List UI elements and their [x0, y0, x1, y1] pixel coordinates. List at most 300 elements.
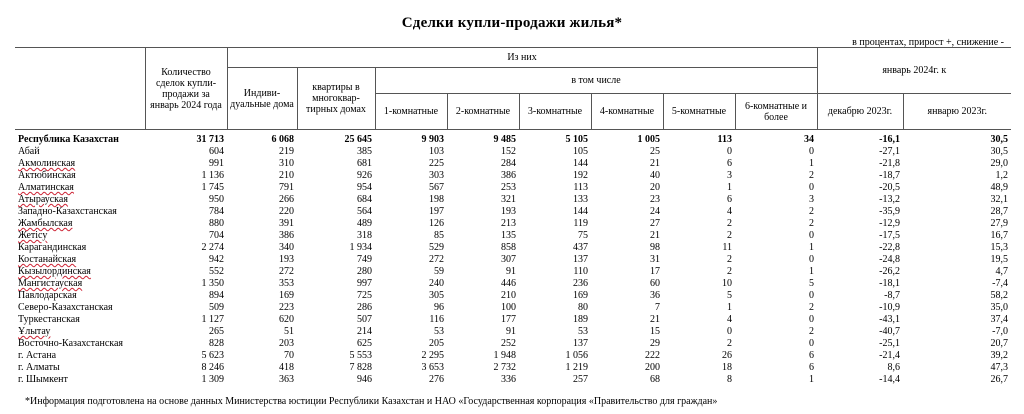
cell-dec: -27,1: [879, 146, 900, 157]
cell-r4: 60: [650, 278, 660, 289]
region-name: [15, 182, 145, 194]
cell-r5: 4: [727, 314, 732, 325]
cell-total: 1 745: [201, 182, 224, 193]
cell-r2: 177: [501, 314, 516, 325]
cell-total: 1 127: [201, 314, 224, 325]
cell-r1: 305: [429, 290, 444, 301]
cell-ind: 386: [279, 230, 294, 241]
cell-dec: 8,6: [887, 362, 900, 373]
cell-r1: 198: [429, 194, 444, 205]
region-label: Актюбинская: [18, 170, 76, 181]
cell-dec: -20,5: [879, 182, 900, 193]
table-row: [15, 230, 1011, 242]
region-name: [15, 350, 145, 362]
cell-ind: 223: [279, 302, 294, 313]
cell-dec: -22,8: [879, 242, 900, 253]
cell-r2: 307: [501, 254, 516, 265]
cell-apt: 625: [357, 338, 372, 349]
cell-r3: 144: [573, 206, 588, 217]
cell-jan: 19,5: [990, 254, 1008, 265]
cell-ind: 363: [279, 374, 294, 385]
region-name: [15, 254, 145, 266]
cell-r2: 152: [501, 146, 516, 157]
cell-dec: -18,1: [879, 278, 900, 289]
cell-r1: 240: [429, 278, 444, 289]
cell-r6: 1: [809, 158, 814, 169]
cell-r4: 24: [650, 206, 660, 217]
cell-r5: 18: [722, 362, 732, 373]
cell-total: 894: [209, 290, 224, 301]
cell-r1: 2 295: [421, 350, 444, 361]
cell-r1: 126: [429, 218, 444, 229]
region-name: [15, 230, 145, 242]
region-name: [15, 302, 145, 314]
cell-r1: 96: [434, 302, 444, 313]
cell-r6: 2: [809, 170, 814, 181]
region-name: [15, 218, 145, 230]
header-rooms-2: 2-комнатные: [447, 94, 519, 130]
cell-r6: 0: [809, 230, 814, 241]
region-label: г. Астана: [18, 350, 57, 361]
region-name: [15, 206, 145, 218]
table-row: [15, 338, 1011, 350]
cell-r2: 321: [501, 194, 516, 205]
table-row: [15, 170, 1011, 182]
cell-r6: 1: [809, 374, 814, 385]
cell-r5: 2: [727, 230, 732, 241]
cell-r6: 0: [809, 146, 814, 157]
cell-total: 828: [209, 338, 224, 349]
cell-apt: 489: [357, 218, 372, 229]
region-name: [15, 338, 145, 350]
cell-apt: 725: [357, 290, 372, 301]
cell-jan: -7,4: [992, 278, 1008, 289]
cell-r1: 85: [434, 230, 444, 241]
cell-ind: 193: [279, 254, 294, 265]
cell-total: 942: [209, 254, 224, 265]
region-label: Костанайская: [18, 254, 77, 265]
cell-ind: 70: [284, 350, 294, 361]
cell-total: 1 136: [201, 170, 224, 181]
cell-r1: 197: [429, 206, 444, 217]
cell-apt: 954: [357, 182, 372, 193]
cell-r4: 1 005: [637, 134, 660, 145]
table-row: [15, 182, 1011, 194]
cell-r5: 26: [722, 350, 732, 361]
table-row: [15, 158, 1011, 170]
table-row: [15, 266, 1011, 278]
region-label: Павлодарская: [18, 290, 77, 301]
cell-jan: 27,9: [990, 218, 1008, 229]
header-dec2023: декабрю 2023г.: [817, 94, 903, 130]
cell-r2: 210: [501, 290, 516, 301]
cell-dec: -26,2: [879, 266, 900, 277]
cell-total: 950: [209, 194, 224, 205]
cell-dec: -14,4: [879, 374, 900, 385]
cell-r3: 133: [573, 194, 588, 205]
region-label: Кызылординская: [18, 266, 91, 277]
cell-ind: 220: [279, 206, 294, 217]
cell-r6: 0: [809, 338, 814, 349]
header-rooms-1: 1-комнатные: [375, 94, 447, 130]
cell-r5: 2: [727, 338, 732, 349]
cell-r1: 53: [434, 326, 444, 337]
cell-r4: 21: [650, 230, 660, 241]
cell-dec: -16,1: [879, 134, 900, 145]
cell-apt: 564: [357, 206, 372, 217]
cell-jan: 29,0: [990, 158, 1008, 169]
header-of-them: Из них: [227, 48, 817, 68]
cell-r6: 6: [809, 362, 814, 373]
cell-r2: 91: [506, 326, 516, 337]
cell-total: 784: [209, 206, 224, 217]
cell-r3: 236: [573, 278, 588, 289]
cell-r5: 5: [727, 290, 732, 301]
cell-dec: -17,5: [879, 230, 900, 241]
cell-r2: 253: [501, 182, 516, 193]
cell-r1: 9 903: [421, 134, 444, 145]
cell-r1: 276: [429, 374, 444, 385]
cell-total: 552: [209, 266, 224, 277]
table-row: [15, 302, 1011, 314]
cell-jan: -7,0: [992, 326, 1008, 337]
region-name: [15, 146, 145, 158]
cell-dec: -24,8: [879, 254, 900, 265]
table-row: [15, 374, 1011, 386]
cell-apt: 1 934: [349, 242, 372, 253]
cell-ind: 210: [279, 170, 294, 181]
cell-ind: 169: [279, 290, 294, 301]
table-row: [15, 194, 1011, 206]
cell-jan: 1,2: [995, 170, 1008, 181]
cell-r5: 0: [727, 146, 732, 157]
region-name: [15, 290, 145, 302]
cell-ind: 219: [279, 146, 294, 157]
cell-total: 5 623: [201, 350, 224, 361]
cell-r3: 169: [573, 290, 588, 301]
region-label: Западно-Казахстанская: [18, 206, 117, 217]
cell-r2: 1 948: [493, 350, 516, 361]
cell-r1: 567: [429, 182, 444, 193]
cell-r6: 0: [809, 290, 814, 301]
cell-r1: 303: [429, 170, 444, 181]
cell-jan: 28,7: [990, 206, 1008, 217]
region-name: [15, 362, 145, 374]
cell-r5: 2: [727, 266, 732, 277]
cell-r4: 17: [650, 266, 660, 277]
cell-r2: 213: [501, 218, 516, 229]
header-rooms-4: 4-комнатные: [591, 94, 663, 130]
header-rooms-6: 6-комнатные и более: [735, 94, 817, 130]
cell-r6: 0: [809, 182, 814, 193]
cell-r3: 144: [573, 158, 588, 169]
cell-dec: -10,9: [879, 302, 900, 313]
cell-r2: 858: [501, 242, 516, 253]
cell-dec: -43,1: [879, 314, 900, 325]
cell-apt: 280: [357, 266, 372, 277]
table-row: [15, 326, 1011, 338]
region-label: г. Алматы: [18, 362, 60, 373]
region-label: г. Шымкент: [18, 374, 68, 385]
cell-r5: 1: [727, 302, 732, 313]
cell-r4: 200: [645, 362, 660, 373]
cell-total: 1 309: [201, 374, 224, 385]
region-name: [15, 130, 145, 147]
cell-r2: 91: [506, 266, 516, 277]
region-label: Акмолинская: [18, 158, 76, 169]
table-row: [15, 290, 1011, 302]
cell-r6: 0: [809, 314, 814, 325]
cell-r4: 27: [650, 218, 660, 229]
region-name: [15, 374, 145, 386]
cell-jan: 4,7: [995, 266, 1008, 277]
cell-ind: 340: [279, 242, 294, 253]
header-including: в том числе: [375, 68, 817, 94]
cell-total: 704: [209, 230, 224, 241]
region-label: Жетісу: [18, 230, 48, 241]
cell-r3: 113: [573, 182, 588, 193]
cell-jan: 37,4: [990, 314, 1008, 325]
cell-dec: -12,9: [879, 218, 900, 229]
cell-r3: 105: [573, 146, 588, 157]
cell-ind: 791: [279, 182, 294, 193]
cell-r3: 257: [573, 374, 588, 385]
cell-total: 2 274: [201, 242, 224, 253]
cell-jan: 35,0: [990, 302, 1008, 313]
region-label: Карагандинская: [18, 242, 87, 253]
cell-r6: 34: [804, 134, 814, 145]
cell-jan: 15,3: [990, 242, 1008, 253]
cell-r3: 137: [573, 338, 588, 349]
cell-r2: 135: [501, 230, 516, 241]
cell-r5: 2: [727, 218, 732, 229]
header-rooms-3: 3-комнатные: [519, 94, 591, 130]
table-row: [15, 254, 1011, 266]
cell-r1: 103: [429, 146, 444, 157]
region-name: [15, 266, 145, 278]
cell-r3: 53: [578, 326, 588, 337]
cell-r3: 119: [573, 218, 588, 229]
region-label: Атырауская: [18, 194, 68, 205]
region-label: Северо-Казахстанская: [18, 302, 113, 313]
cell-r5: 11: [722, 242, 732, 253]
cell-dec: -8,7: [884, 290, 900, 301]
cell-ind: 266: [279, 194, 294, 205]
cell-r4: 21: [650, 158, 660, 169]
cell-total: 509: [209, 302, 224, 313]
region-name: [15, 314, 145, 326]
header-region: [15, 48, 145, 130]
cell-total: 1 350: [201, 278, 224, 289]
cell-r6: 0: [809, 254, 814, 265]
cell-r6: 5: [809, 278, 814, 289]
cell-r4: 7: [655, 302, 660, 313]
unit-note: в процентах, прирост +, снижение -: [852, 37, 1004, 48]
header-jan2023: январю 2023г.: [903, 94, 1011, 130]
cell-r1: 3 653: [421, 362, 444, 373]
header-individual: Индиви-дуальные дома: [227, 68, 297, 130]
cell-r5: 3: [727, 170, 732, 181]
cell-ind: 353: [279, 278, 294, 289]
cell-r4: 29: [650, 338, 660, 349]
cell-r4: 21: [650, 314, 660, 325]
cell-r4: 23: [650, 194, 660, 205]
table-row: [15, 362, 1011, 374]
region-label: Абай: [18, 146, 40, 157]
cell-total: 8 246: [201, 362, 224, 373]
region-label: Алматинская: [18, 182, 74, 193]
cell-jan: 26,7: [990, 374, 1008, 385]
cell-r2: 193: [501, 206, 516, 217]
cell-ind: 310: [279, 158, 294, 169]
cell-jan: 16,7: [990, 230, 1008, 241]
cell-r1: 225: [429, 158, 444, 169]
cell-total: 880: [209, 218, 224, 229]
region-label: Мангистауская: [18, 278, 83, 289]
region-name: [15, 194, 145, 206]
cell-r6: 2: [809, 326, 814, 337]
cell-r5: 10: [722, 278, 732, 289]
region-label: Восточно-Казахстанская: [18, 338, 124, 349]
cell-r5: 1: [727, 182, 732, 193]
cell-r1: 59: [434, 266, 444, 277]
cell-r6: 1: [809, 266, 814, 277]
cell-jan: 48,9: [990, 182, 1008, 193]
region-label: Республика Казахстан: [18, 134, 119, 145]
cell-total: 604: [209, 146, 224, 157]
cell-jan: 30,5: [990, 146, 1008, 157]
cell-r4: 36: [650, 290, 660, 301]
cell-ind: 51: [284, 326, 294, 337]
cell-dec: -13,2: [879, 194, 900, 205]
table-row: [15, 350, 1011, 362]
cell-ind: 620: [279, 314, 294, 325]
cell-dec: -18,7: [879, 170, 900, 181]
cell-r3: 437: [573, 242, 588, 253]
cell-dec: -35,9: [879, 206, 900, 217]
cell-total: 991: [209, 158, 224, 169]
cell-jan: 39,2: [990, 350, 1008, 361]
cell-apt: 5 553: [349, 350, 372, 361]
header-jan2024-to: январь 2024г. к: [817, 48, 1011, 94]
region-label: Туркестанская: [18, 314, 80, 325]
cell-jan: 32,1: [990, 194, 1008, 205]
cell-jan: 30,5: [990, 134, 1008, 145]
cell-r2: 386: [501, 170, 516, 181]
cell-total: 265: [209, 326, 224, 337]
cell-jan: 58,2: [990, 290, 1008, 301]
cell-r5: 8: [727, 374, 732, 385]
cell-r4: 31: [650, 254, 660, 265]
cell-ind: 6 068: [271, 134, 294, 145]
cell-r4: 98: [650, 242, 660, 253]
cell-r3: 189: [573, 314, 588, 325]
cell-r6: 2: [809, 302, 814, 313]
cell-r1: 205: [429, 338, 444, 349]
cell-r3: 1 219: [565, 362, 588, 373]
cell-ind: 418: [279, 362, 294, 373]
table-row: [15, 218, 1011, 230]
page-title: Сделки купли-продажи жилья*: [401, 15, 623, 31]
cell-apt: 749: [357, 254, 372, 265]
cell-r1: 116: [429, 314, 444, 325]
cell-r3: 110: [573, 266, 588, 277]
table-row: [15, 206, 1011, 218]
cell-r3: 192: [573, 170, 588, 181]
cell-r5: 6: [727, 194, 732, 205]
cell-r4: 15: [650, 326, 660, 337]
footnote: *Информация подготовлена на основе данных Министерства юстиции Республики Казахстан и НАО «Государственная корпорация «Правительство для граждан»: [25, 396, 718, 407]
table-row: [15, 278, 1011, 290]
cell-ind: 272: [279, 266, 294, 277]
cell-r1: 272: [429, 254, 444, 265]
cell-r4: 222: [645, 350, 660, 361]
cell-r3: 75: [578, 230, 588, 241]
cell-r5: 6: [727, 158, 732, 169]
region-name: [15, 326, 145, 338]
table-row: [15, 314, 1011, 326]
region-label: Жамбылская: [18, 218, 73, 229]
cell-apt: 385: [357, 146, 372, 157]
cell-r2: 2 732: [493, 362, 516, 373]
cell-apt: 997: [357, 278, 372, 289]
cell-r3: 1 056: [565, 350, 588, 361]
cell-apt: 25 645: [344, 134, 372, 145]
table-row: [15, 146, 1011, 158]
cell-r4: 40: [650, 170, 660, 181]
cell-r4: 20: [650, 182, 660, 193]
cell-r6: 6: [809, 350, 814, 361]
cell-r2: 284: [501, 158, 516, 169]
cell-dec: -21,8: [879, 158, 900, 169]
cell-jan: 20,7: [990, 338, 1008, 349]
cell-r2: 100: [501, 302, 516, 313]
cell-apt: 684: [357, 194, 372, 205]
housing-deals-table: [15, 47, 1011, 386]
header-apartments: квартиры в многоквар-тирных домах: [297, 68, 375, 130]
table-row: [15, 242, 1011, 254]
cell-r6: 3: [809, 194, 814, 205]
cell-total: 31 713: [196, 134, 224, 145]
cell-apt: 946: [357, 374, 372, 385]
region-label: Ұлытау: [18, 326, 51, 337]
table-body: [15, 130, 1011, 387]
cell-apt: 7 828: [349, 362, 372, 373]
cell-dec: -40,7: [879, 326, 900, 337]
cell-r3: 5 105: [565, 134, 588, 145]
cell-jan: 47,3: [990, 362, 1008, 373]
cell-apt: 286: [357, 302, 372, 313]
cell-r2: 336: [501, 374, 516, 385]
cell-r3: 137: [573, 254, 588, 265]
cell-apt: 926: [357, 170, 372, 181]
region-name: [15, 242, 145, 254]
header-rooms-5: 5-комнатные: [663, 94, 735, 130]
cell-r3: 80: [578, 302, 588, 313]
cell-apt: 318: [357, 230, 372, 241]
cell-ind: 391: [279, 218, 294, 229]
table-row-total: [15, 130, 1011, 147]
header-total-deals: Количество сделок купли-продажи за январь 2024 года: [145, 48, 227, 130]
cell-r6: 2: [809, 218, 814, 229]
cell-dec: -21,4: [879, 350, 900, 361]
cell-r4: 68: [650, 374, 660, 385]
cell-r6: 1: [809, 242, 814, 253]
region-name: [15, 158, 145, 170]
cell-r5: 2: [727, 254, 732, 265]
cell-r5: 113: [717, 134, 732, 145]
cell-r2: 9 485: [493, 134, 516, 145]
